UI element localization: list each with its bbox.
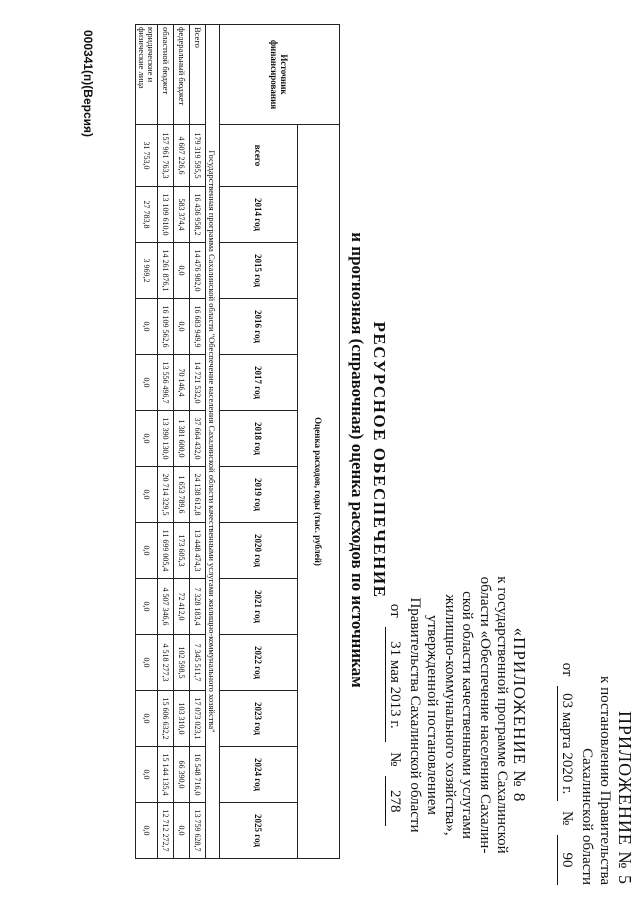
table-cell: 12 712 272,7 xyxy=(158,803,174,859)
table-cell: 583 374,4 xyxy=(174,187,190,243)
header-year: 2024 год xyxy=(220,747,298,803)
table-cell: 173 605,3 xyxy=(174,523,190,579)
header-year: 2017 год xyxy=(220,355,298,411)
table-row xyxy=(136,25,158,859)
table-cell: 14 261 876,1 xyxy=(158,243,174,299)
attachment-block xyxy=(557,545,634,885)
table-cell: 4 518 277,3 xyxy=(158,635,174,691)
annex-line: Правительства Сахалинской области xyxy=(407,597,423,833)
table-cell: 4 507 346,6 xyxy=(158,579,174,635)
annex-line: области «Обеспечение населения Сахалин- xyxy=(477,576,493,854)
table-cell: 31 753,0 xyxy=(136,125,158,187)
table-cell: 0,0 xyxy=(136,635,158,691)
table-cell: 16 683 949,9 xyxy=(190,299,206,355)
table-cell: 7 345 511,7 xyxy=(190,635,206,691)
document-title xyxy=(346,200,390,720)
table-cell: 103 310,0 xyxy=(174,691,190,747)
attachment-line-2: Сахалинской области xyxy=(579,748,595,885)
table-row xyxy=(190,25,206,859)
annex-date: 31 мая 2013 г. xyxy=(385,627,404,742)
annex-number: 278 xyxy=(385,776,404,826)
header-year: 2021 год xyxy=(220,579,298,635)
annex-title: «ПРИЛОЖЕНИЕ № 8 xyxy=(510,627,529,803)
header-year: 2018 год xyxy=(220,411,298,467)
table-row xyxy=(158,25,174,859)
table-cell: 7 328 183,4 xyxy=(190,579,206,635)
annex-line: ской области качественными услугами xyxy=(459,591,476,839)
table-cell: 17 073 023,1 xyxy=(190,691,206,747)
header-year: 2016 год xyxy=(220,299,298,355)
row-source: юридические и физические лица xyxy=(136,25,158,125)
table-cell: 0,0 xyxy=(174,243,190,299)
table-cell: 0,0 xyxy=(136,579,158,635)
program-row: Государственная программа Сахалинской области "Обеспечение населения Сахалинской области качественными услугами жилищно-коммунального хозяйства" xyxy=(206,25,220,859)
resource-table-wrapper xyxy=(135,24,340,859)
table-cell: 0,0 xyxy=(136,467,158,523)
annex-line: жилищно-коммунального хозяйства», xyxy=(442,594,458,836)
table-cell: 13 390 130,0 xyxy=(158,411,174,467)
table-cell: 14 721 532,0 xyxy=(190,355,206,411)
table-cell: 20 714 329,5 xyxy=(158,467,174,523)
annex-number-label: № xyxy=(387,752,404,767)
table-cell: 1 653 789,6 xyxy=(174,467,190,523)
table-cell: 66 390,0 xyxy=(174,747,190,803)
table-cell: 0,0 xyxy=(136,523,158,579)
attachment-date: 03 марта 2020 г. xyxy=(557,686,576,801)
table-cell: 13 109 610,0 xyxy=(158,187,174,243)
table-cell: 0,0 xyxy=(136,355,158,411)
annex-from-label: от xyxy=(387,603,404,618)
table-cell: 157 961 763,3 xyxy=(158,125,174,187)
table-cell: 13 556 496,7 xyxy=(158,355,174,411)
attachment-from-label: от xyxy=(559,662,575,677)
table-cell: 70 146,4 xyxy=(174,355,190,411)
row-source: областной бюджет xyxy=(158,25,174,125)
header-year: 2014 год xyxy=(220,187,298,243)
resource-table xyxy=(135,24,340,859)
annex-line: к государственной программе Сахалинской xyxy=(494,576,511,854)
header-year: 2020 год xyxy=(220,523,298,579)
row-source: Всего xyxy=(190,25,206,125)
table-cell: 11 699 005,4 xyxy=(158,523,174,579)
table-cell: 3 969,2 xyxy=(136,243,158,299)
table-cell: 13 448 474,3 xyxy=(190,523,206,579)
attachment-number-label: № xyxy=(559,810,575,826)
table-cell: 179 319 595,5 xyxy=(190,125,206,187)
header-total: всего xyxy=(220,125,298,187)
header-source: Источник финансирования xyxy=(220,25,340,125)
table-cell: 0,0 xyxy=(136,747,158,803)
table-row xyxy=(174,25,190,859)
table-cell: 72 412,0 xyxy=(174,579,190,635)
table-cell: 0,0 xyxy=(174,803,190,859)
header-year: 2015 год xyxy=(220,243,298,299)
annex-line: утвержденной постановлением xyxy=(424,615,441,815)
table-cell: 16 548 716,0 xyxy=(190,747,206,803)
header-year: 2022 год xyxy=(220,635,298,691)
attachment-date-line xyxy=(557,545,576,885)
table-cell: 4 607 226,6 xyxy=(174,125,190,187)
table-cell: 102 598,5 xyxy=(174,635,190,691)
table-cell: 16 436 958,2 xyxy=(190,187,206,243)
document-title-line-1: РЕСУРСНОЕ ОБЕСПЕЧЕНИЕ xyxy=(370,321,389,599)
table-cell: 16 109 562,6 xyxy=(158,299,174,355)
row-source: федеральный бюджет xyxy=(174,25,190,125)
table-cell: 27 783,8 xyxy=(136,187,158,243)
header-year: 2023 год xyxy=(220,691,298,747)
table-cell: 0,0 xyxy=(136,691,158,747)
annex-block xyxy=(385,545,528,885)
document-code: 000341(п)(Версия) xyxy=(81,30,95,137)
attachment-line-1: к постановлению Правительства xyxy=(597,676,613,885)
header-year: 2025 год xyxy=(220,803,298,859)
attachment-number: 90 xyxy=(557,835,576,885)
table-cell: 0,0 xyxy=(136,411,158,467)
table-cell: 37 664 432,0 xyxy=(190,411,206,467)
table-cell: 14 476 982,0 xyxy=(190,243,206,299)
table-cell: 0,0 xyxy=(136,299,158,355)
table-cell: 15 606 632,2 xyxy=(158,691,174,747)
attachment-title: ПРИЛОЖЕНИЕ № 5 xyxy=(615,710,635,885)
table-cell: 0,0 xyxy=(136,803,158,859)
table-cell: 13 759 628,7 xyxy=(190,803,206,859)
table-cell: 0,0 xyxy=(174,299,190,355)
header-year: 2019 год xyxy=(220,467,298,523)
header-estimate: Оценка расходов, годы (тыс. рублей) xyxy=(298,125,340,859)
document-title-line-2: и прогнозная (справочная) оценка расходов по источникам xyxy=(348,232,367,688)
table-cell: 1 381 600,0 xyxy=(174,411,190,467)
table-cell: 24 138 612,8 xyxy=(190,467,206,523)
table-cell: 15 144 135,4 xyxy=(158,747,174,803)
